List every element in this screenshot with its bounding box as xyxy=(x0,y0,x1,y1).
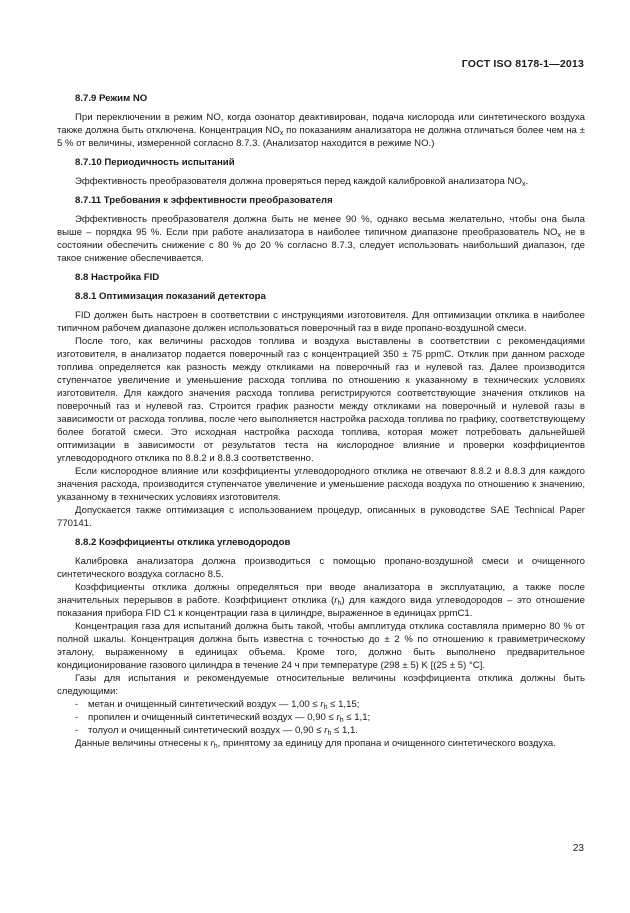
paragraph: После того, как величины расходов топлива и воздуха выставлены в соответствии с рекомендациями изготовителя, в анализатор подается поверочный газ с концентрацией 350 ± 75 ppmC. Отклик при данном расходе топлива определяется как разность между откликами на поверочный газ и нулевой газ. Далее производится ступенчатое увеличение и уменьшение расхода топлива по отношению к указанному в технических условиях изготовителя. Для каждого значения расхода топлива регистрируются соответствующие значения откликов на поверочный газ и нулевой газ. Строится график разности между откликами на поверочный и нулевой газы в зависимости от расхода топлива, после чего выполняется настройка расхода топлива по графику, соответствующему более богатой смеси. Это исходная настройка расхода топлива, которая может потребовать дальнейшей оптимизации в зависимости от результатов теста на кислородное влияние и проверки коэффициентов углеводородного отклика по 8.8.2 и 8.8.3 соответственно. xyxy=(57,336,585,464)
paragraph xyxy=(57,581,585,620)
symbol-r: r xyxy=(324,725,328,736)
list-dash: - xyxy=(75,699,79,710)
subscript: h xyxy=(327,730,332,737)
section-8-7-9 xyxy=(57,92,585,150)
paragraph: Калибровка анализатора должна производиться с помощью пропано-воздушной смеси и очищенного синтетического воздуха согласно 8.5. xyxy=(57,556,585,580)
paragraph: Газы для испытания и рекомендуемые относительные величины коэффициента отклика должны быть следующими: xyxy=(57,673,585,697)
text-run: Коэффициенты отклика должны определяться при вводе анализатора в эксплуатацию, а также после значительных перерывов в работе. Коэффициент отклика ( xyxy=(57,582,585,606)
gas-list xyxy=(75,698,585,737)
subscript: x xyxy=(521,181,526,188)
paragraph: Если кислородное влияние или коэффициенты углеводородного отклика не отвечают 8.8.2 и 8.8.3 для каждого значения расхода, производится ступенчатое увеличение и уменьшение расхода воздуха по отношению к значению, указанному в технических условиях изготовителя. xyxy=(57,466,585,503)
subscript: h xyxy=(337,600,342,607)
subscript: h xyxy=(323,704,328,711)
text-run: метан и очищенный синтетический воздух — 1,00 ≤ xyxy=(88,699,321,710)
text-run: Эффективность преобразователя должна быть не менее 90 %, однако весьма желательно, чтобы она была выше – порядка 95 %. Если при работе анализатора в наиболее типичном диапазоне преобразователь NO xyxy=(57,214,585,238)
text-run: ) для каждого вида углеводородов – это отношение показания прибора FID C1 к концентрации газа в цилиндре, выраженное в единицах ppmC1. xyxy=(57,595,585,619)
text-run: При переключении в режим NO, когда озонатор деактивирован, подача кислорода или синтетического воздуха также должна быть отключена. Концентрация NO xyxy=(57,112,585,136)
section-heading: 8.7.10 Периодичность испытаний xyxy=(75,157,235,168)
symbol-r: r xyxy=(210,738,214,749)
section-heading: 8.8.2 Коэффициенты отклика углеводородов xyxy=(75,537,291,548)
text-run: ≤ 1,1. xyxy=(331,725,358,736)
text-run: пропилен и очищенный синтетический воздух — 0,90 ≤ xyxy=(88,712,337,723)
subscript: x xyxy=(279,130,284,137)
section-8-8-1 xyxy=(57,290,585,530)
subscript: x xyxy=(557,232,562,239)
paragraph xyxy=(57,111,585,150)
section-8-7-10 xyxy=(57,156,585,188)
list-dash: - xyxy=(75,712,79,723)
document-header: ГОСТ ISO 8178-1—2013 xyxy=(461,58,584,70)
text-run: , принятому за единицу для пропана и очищенного синтетического воздуха. xyxy=(217,738,556,749)
section-8-8-2 xyxy=(57,536,585,750)
paragraph xyxy=(57,737,585,750)
text-run: Эффективность преобразователя должна проверяться перед каждой калибровкой анализатора NO xyxy=(75,176,522,187)
page-number: 23 xyxy=(572,843,584,854)
section-heading: 8.8 Настройка FID xyxy=(75,272,160,283)
section-8-7-11 xyxy=(57,194,585,265)
paragraph xyxy=(57,213,585,265)
paragraph: Концентрация газа для испытаний должна быть такой, чтобы амплитуда отклика составляла примерно 80 % от полной шкалы. Концентрация должна быть известна с точностью до ± 2 % по отношению к гравиметрическому эталону, выраженному в единицах объема. Кроме того, должно быть выполнено предварительное кондиционирование газового цилиндра в течение 24 ч при температуре (298 ± 5) K [(25 ± 5) °C]. xyxy=(57,621,585,671)
list-dash: - xyxy=(75,725,79,736)
text-run: не в состоянии обеспечить снижение с 80 % до 20 % согласно 8.7.3, следует использовать наибольший диапазон, где такое снижение обеспечивается. xyxy=(57,227,585,264)
symbol-r: r xyxy=(334,595,338,606)
symbol-r: r xyxy=(320,699,324,710)
text-run: . xyxy=(525,176,529,187)
paragraph xyxy=(57,175,585,188)
text-run: толуол и очищенный синтетический воздух — 0,90 ≤ xyxy=(88,725,325,736)
section-heading: 8.7.11 Требования к эффективности преобразователя xyxy=(75,195,333,206)
symbol-r: r xyxy=(336,712,340,723)
text-run: по показаниям анализатора не должна отличаться более чем на ± 5 % от величины, измеренной согласно 8.7.3. (Анализатор находится в режиме NO.) xyxy=(57,125,586,149)
section-8-8 xyxy=(57,271,585,284)
document-body xyxy=(57,92,585,756)
section-heading: 8.7.9 Режим NO xyxy=(75,93,148,104)
paragraph: FID должен быть настроен в соответствии с инструкциями изготовителя. Для оптимизации отклика в наиболее типичном рабочем диапазоне должен использоваться поверочный газ в виде пропано-воздушной смеси. xyxy=(57,310,585,334)
subscript: h xyxy=(339,717,344,724)
list-item xyxy=(75,698,585,711)
text-run: ≤ 1,15; xyxy=(327,699,360,710)
text-run: ≤ 1,1; xyxy=(343,712,371,723)
paragraph: Допускается также оптимизация с использованием процедур, описанных в руководстве SAE Technical Paper 770141. xyxy=(57,505,585,529)
list-item xyxy=(75,724,585,737)
list-item xyxy=(75,711,585,724)
text-run: Данные величины отнесены к xyxy=(75,738,211,749)
section-heading: 8.8.1 Оптимизация показаний детектора xyxy=(75,291,266,302)
subscript: h xyxy=(213,743,218,750)
